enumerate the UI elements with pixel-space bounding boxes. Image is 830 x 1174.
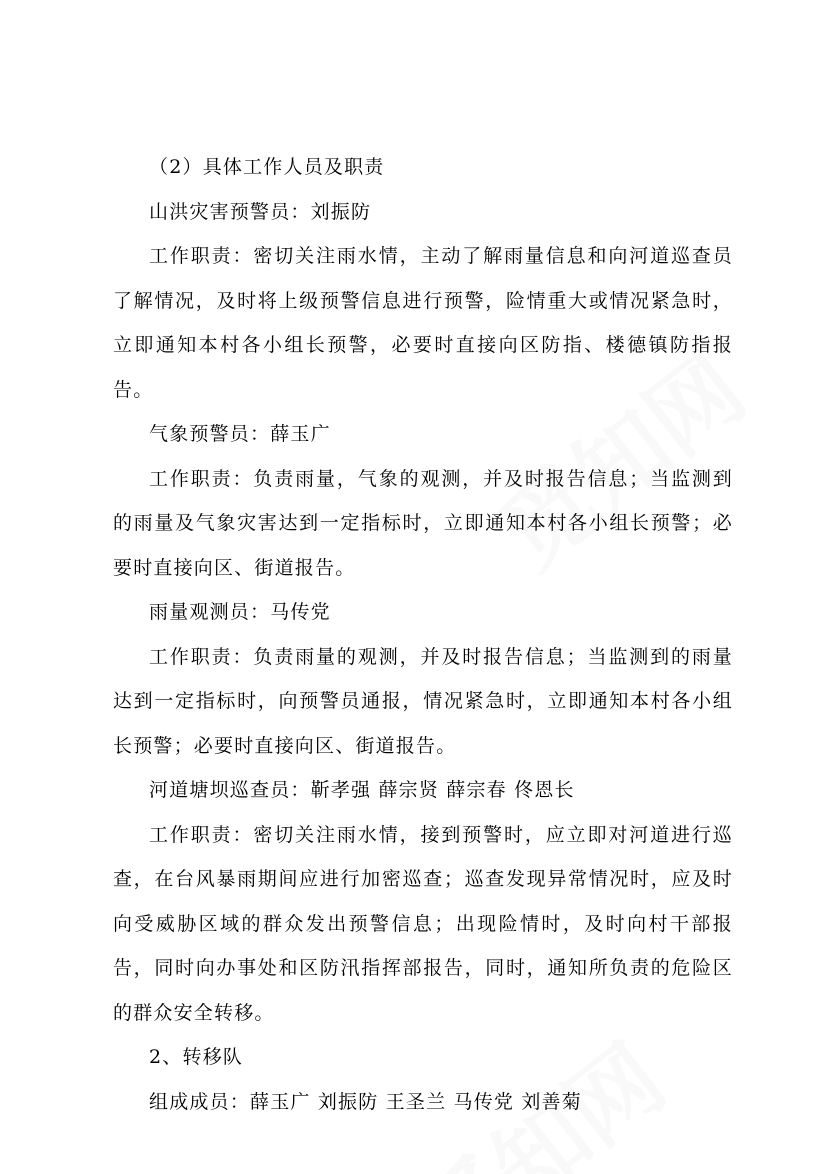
section-heading: （2）具体工作人员及职责: [149, 156, 385, 178]
role-duties: 工作职责：负责雨量，气象的观测，并及时报告信息；当监测到的雨量及气象灾害达到一定指标时，立即通知本村各小组长预警；必要时直接向区、街道报告。: [113, 467, 733, 579]
role-duties: 工作职责：密切关注雨水情，主动了解雨量信息和向河道巡查员了解情况，及时将上级预警信息进行预警，险情重大或情况紧急时，立即通知本村各小组长预警，必要时直接向区防指、楼德镇防指报告。: [113, 245, 733, 401]
member-list: 组成成员：薛玉广 刘振防 王圣兰 马传党 刘善菊: [149, 1090, 582, 1113]
section-heading: 2、转移队: [149, 1046, 244, 1068]
role-duties: 工作职责：负责雨量的观测，并及时报告信息；当监测到的雨量达到一定指标时，向预警员通报，情况紧急时，立即通知本村各小组长预警；必要时直接向区、街道报告。: [113, 645, 733, 757]
role-title: 气象预警员：薛玉广: [149, 423, 331, 445]
role-title: 山洪灾害预警员：刘振防: [149, 200, 372, 223]
role-title: 雨量观测员：马传党: [149, 601, 331, 623]
document-body: [113, 145, 733, 1124]
role-duties: 工作职责：密切关注雨水情，接到预警时，应立即对河道进行巡查，在台风暴雨期间应进行加密巡查；巡查发现异常情况时，应及时向受威胁区域的群众发出预警信息；出现险情时，及时向村干部报告，同时向办事处和区防汛指挥部报告，同时，通知所负责的危险区的群众安全转移。: [113, 823, 733, 1024]
role-title: 河道塘坝巡查员：靳孝强 薛宗贤 薛宗春 佟恩长: [149, 779, 575, 801]
